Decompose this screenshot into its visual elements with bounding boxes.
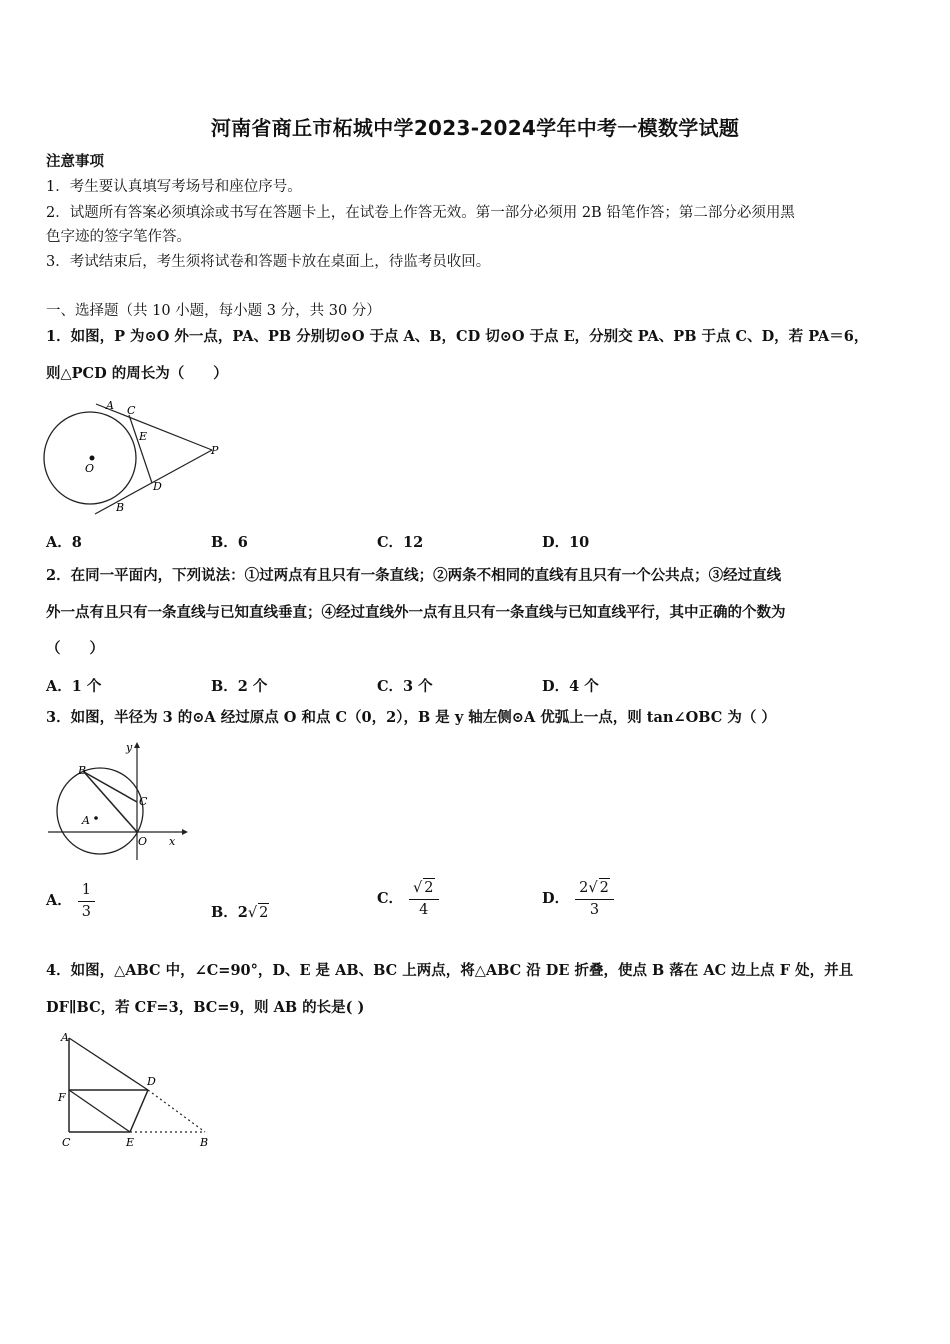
q3-option-d-label: D． xyxy=(542,890,570,907)
page-title: 河南省商丘市柘城中学2023-2024学年中考一模数学试题 xyxy=(210,116,740,140)
notice-item: 1．考生要认真填写考场号和座位序号。 xyxy=(46,179,302,195)
q3-option-b-radicand: 2 xyxy=(259,905,269,921)
q3-label-a: A xyxy=(82,814,90,827)
q4-label-d: D xyxy=(147,1075,156,1088)
q3-option-c-radicand: 2 xyxy=(424,880,434,896)
q3-chord-bo xyxy=(84,772,137,832)
notice-item: 色字迹的签字笔作答。 xyxy=(46,229,191,245)
q4-label-a: A xyxy=(61,1031,69,1044)
section-heading: 一、选择题（共 10 小题，每小题 3 分，共 30 分） xyxy=(46,303,381,319)
q1-label-e: E xyxy=(139,430,148,443)
q1-label-c: C xyxy=(127,404,136,417)
q4-label-b: B xyxy=(200,1136,209,1149)
q3-option-d-coef: 2 xyxy=(579,880,589,896)
q3-option-c-fraction: $\frac{√ 2}{4}$ xyxy=(409,878,438,920)
q1-label-a: A xyxy=(106,399,114,412)
q3-stem: 3．如图，半径为 3 的⊙A 经过原点 O 和点 C（0，2），B 是 y 轴左侧⊙A 优弧上一点，则 tan∠OBC 为（ ） xyxy=(46,709,776,726)
q3-option-c[interactable] xyxy=(377,878,439,920)
q4-label-e: E xyxy=(126,1136,135,1149)
q2-stem-line1: 2．在同一平面内，下列说法：①过两点有且只有一条直线；②两条不相同的直线有且只有一个公共点；③经过直线 xyxy=(46,567,782,584)
q4-segment-db xyxy=(148,1090,205,1132)
q1-figure xyxy=(40,396,230,518)
q3-option-d-radicand: 2 xyxy=(599,880,609,896)
q3-option-a-label: A． xyxy=(46,892,72,909)
q2-option-c[interactable]: C．3 个 xyxy=(377,678,433,695)
q3-option-c-label: C． xyxy=(377,890,404,907)
q3-label-c: C xyxy=(139,795,148,808)
q4-segment-fe xyxy=(69,1090,130,1132)
q1-option-b[interactable]: B．6 xyxy=(211,534,248,551)
q3-option-b-coef: 2 xyxy=(237,904,248,921)
q1-stem-line1: 1．如图，P 为⊙O 外一点，PA、PB 分别切⊙O 于点 A、B，CD 切⊙O 于点 E，分别交 PA、PB 于点 C、D，若 PA＝6， xyxy=(46,328,869,345)
q3-option-c-den: 4 xyxy=(419,902,429,918)
q3-option-d-fraction: $\frac{2√ 2}{3}$ xyxy=(575,878,614,920)
q4-segment-de xyxy=(130,1090,148,1132)
q4-figure xyxy=(50,1028,220,1152)
q3-option-a[interactable] xyxy=(46,880,95,922)
q1-label-p: P xyxy=(211,444,219,457)
q2-option-b[interactable]: B．2 个 xyxy=(211,678,268,695)
q2-stem-line3: （ ） xyxy=(46,640,104,657)
q3-label-b: B xyxy=(78,764,87,777)
q3-option-a-den: 3 xyxy=(81,904,91,920)
q3-option-a-num: 1 xyxy=(78,880,95,902)
q1-option-c[interactable]: C．12 xyxy=(377,534,424,551)
q3-label-o: O xyxy=(138,835,148,848)
q1-label-b: B xyxy=(116,501,125,514)
q4-label-c: C xyxy=(62,1136,71,1149)
notice-item: 3．考试结束后，考生须将试卷和答题卡放在桌面上，待监考员收回。 xyxy=(46,254,491,270)
q1-option-a[interactable]: A．8 xyxy=(46,534,82,551)
q4-label-f: F xyxy=(58,1091,66,1104)
q3-label-x: x xyxy=(169,835,176,848)
q4-stem-line2: DF∥BC，若 CF=3，BC=9，则 AB 的长是( ) xyxy=(46,999,365,1016)
q3-option-d-den: 3 xyxy=(589,902,600,918)
q3-option-a-fraction xyxy=(78,880,95,922)
q2-option-a[interactable]: A．1 个 xyxy=(46,678,102,695)
q3-label-y: y xyxy=(126,741,133,754)
notice-item: 2．试题所有答案必须填涂或书写在答题卡上，在试卷上作答无效。第一部分必须用 2B 铅笔作答；第二部分必须用黑 xyxy=(46,205,795,221)
q4-side-ad xyxy=(69,1038,148,1090)
q3-option-d[interactable] xyxy=(542,878,614,920)
q3-option-b-label: B． xyxy=(211,904,238,921)
q2-option-d[interactable]: D．4 个 xyxy=(542,678,599,695)
q2-stem-line2: 外一点有且只有一条直线与已知直线垂直；④经过直线外一点有且只有一条直线与已知直线平行，其中正确的个数为 xyxy=(46,604,786,621)
q1-label-o: O xyxy=(85,462,95,475)
q1-label-d: D xyxy=(153,480,162,493)
q3-chord-bc xyxy=(84,772,137,802)
q4-stem-line1: 4．如图，△ABC 中，∠C=90°，D、E 是 AB、BC 上两点，将△ABC 沿 DE 折叠，使点 B 落在 AC 边上点 F 处，并且 xyxy=(46,962,854,979)
q3-option-b[interactable]: B．2√ 2 xyxy=(211,904,269,921)
notice-heading: 注意事项 xyxy=(46,153,104,170)
q1-option-d[interactable]: D．10 xyxy=(542,534,590,551)
q1-stem-line2: 则△PCD 的周长为（ ） xyxy=(46,365,228,382)
q1-center-dot xyxy=(90,456,95,461)
q3-figure xyxy=(44,738,190,864)
